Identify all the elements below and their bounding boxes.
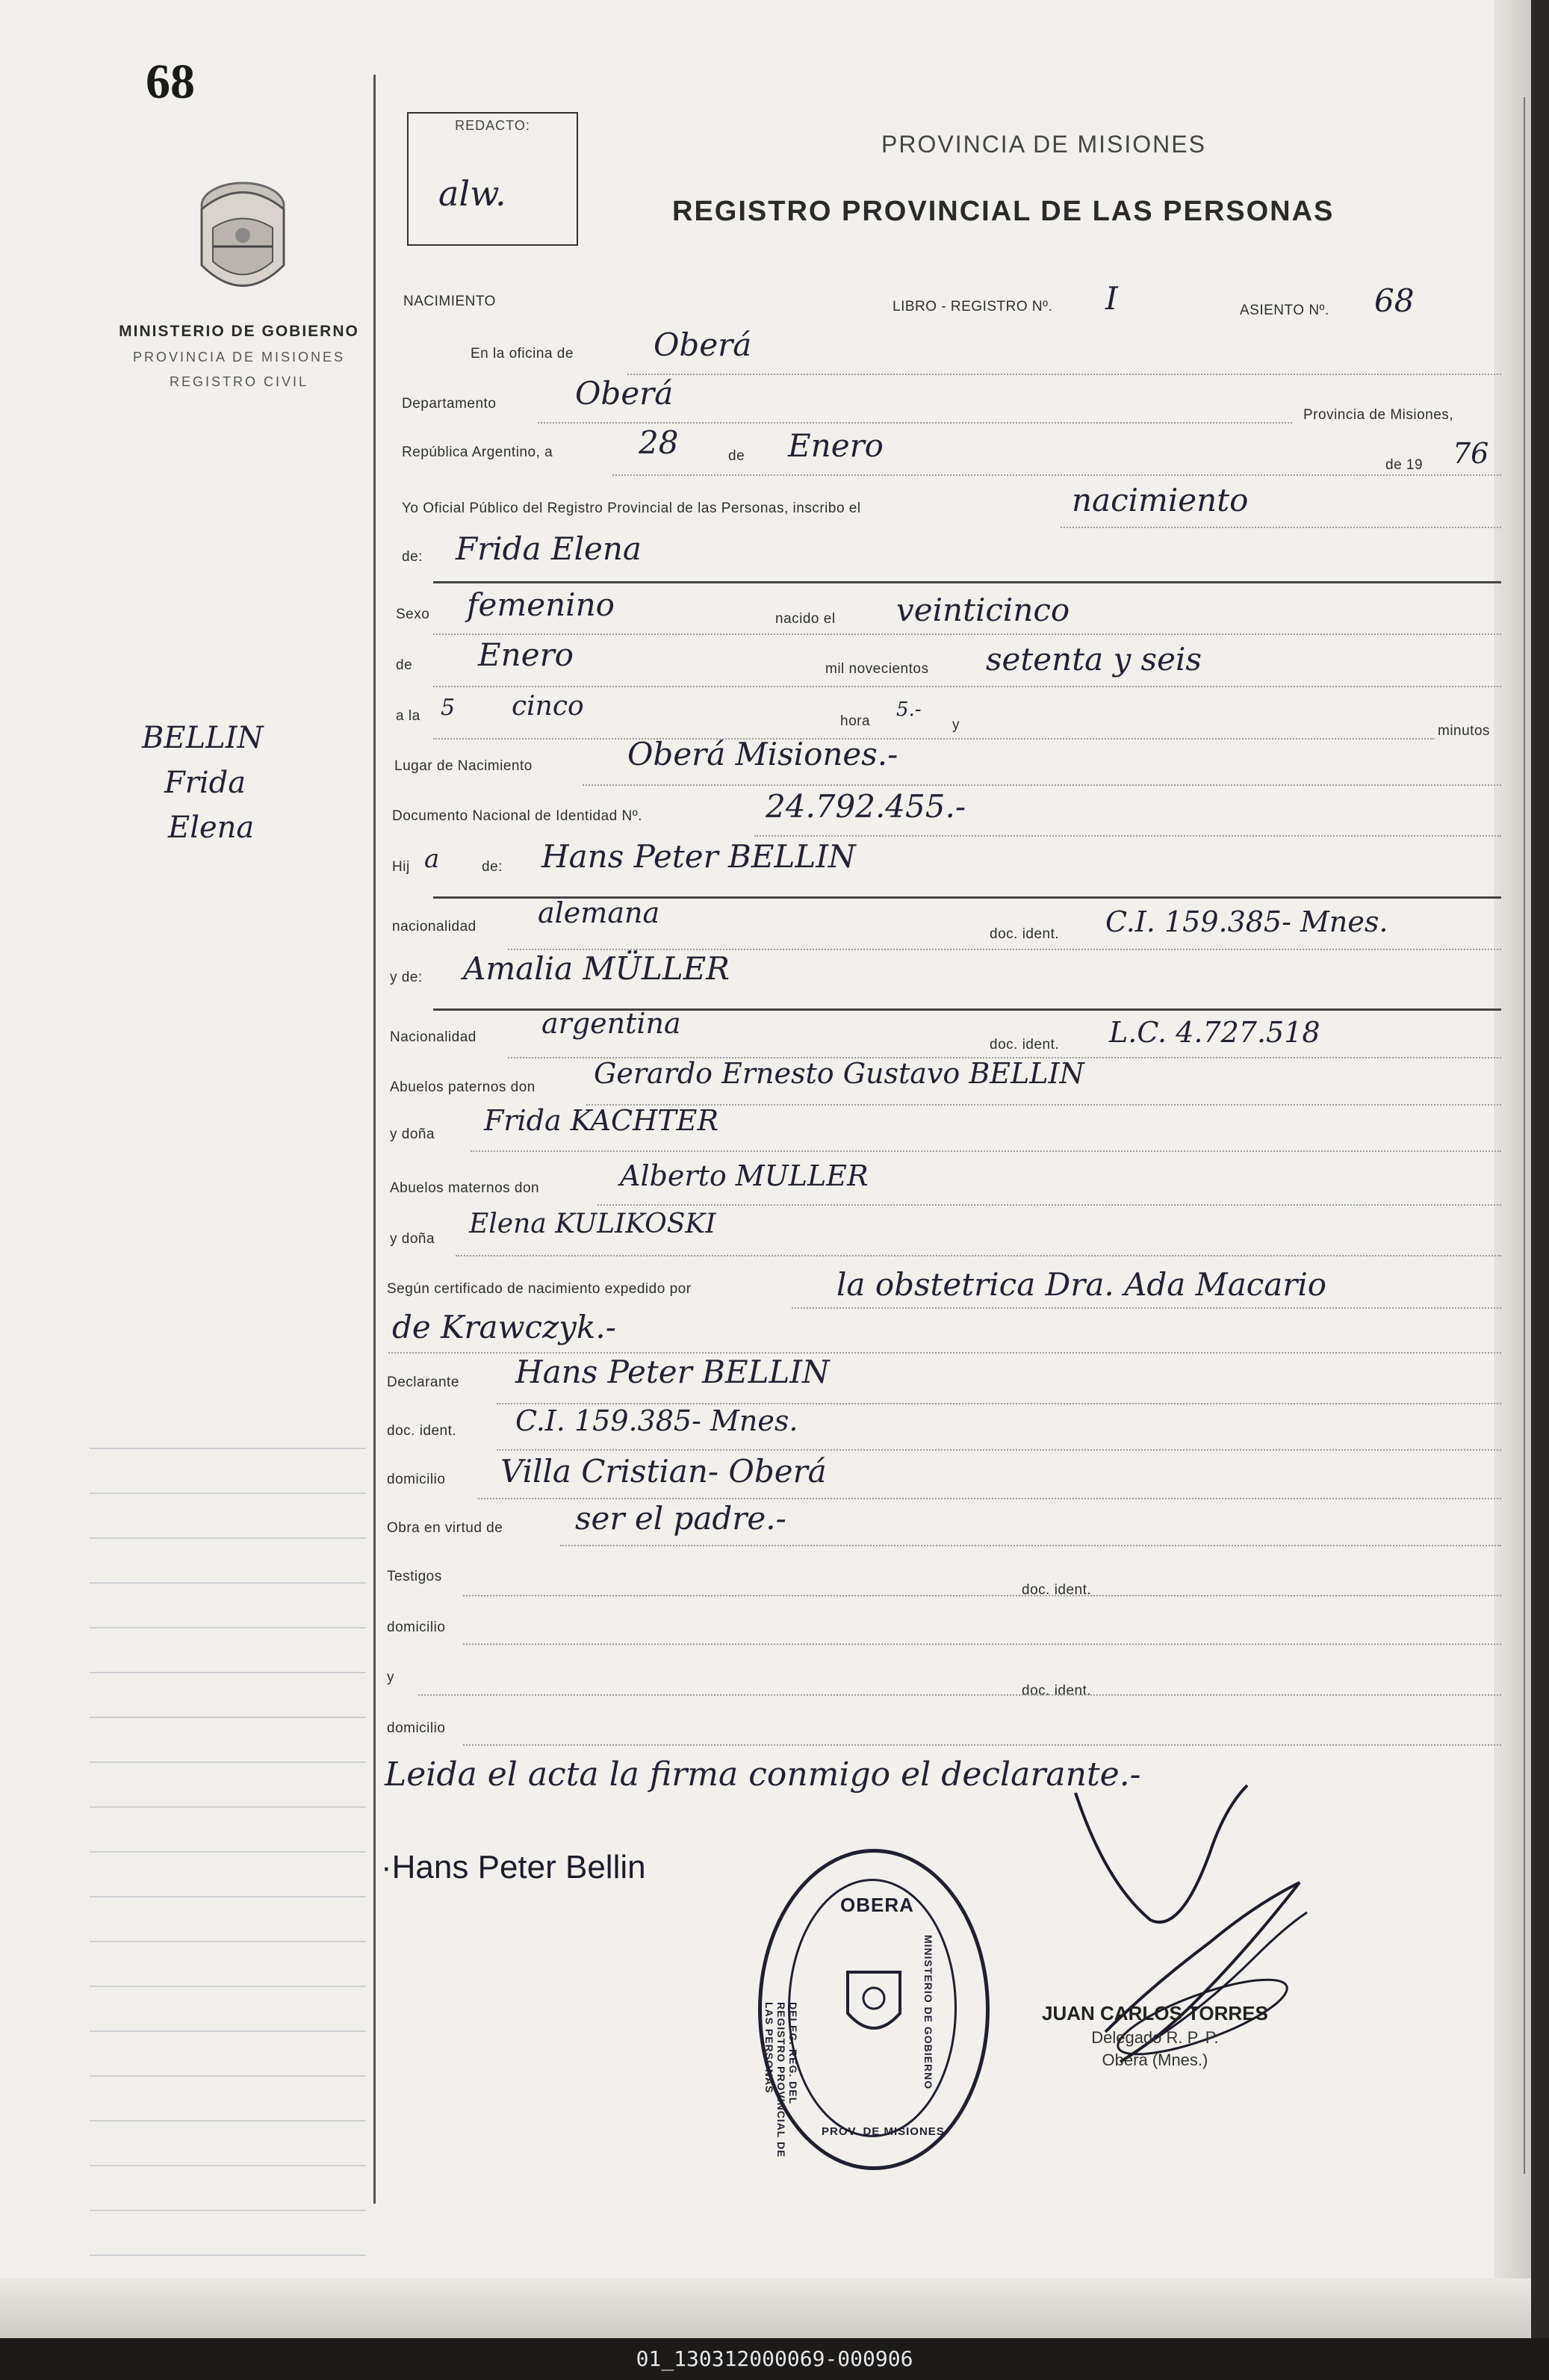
de-mes-label: de	[396, 657, 413, 673]
lugar-value: Oberá Misiones.-	[627, 736, 898, 772]
image-id-caption: 01_130312000069-000906	[0, 2338, 1549, 2380]
abuelo-paterno-value: Gerardo Ernesto Gustavo BELLIN	[594, 1057, 1084, 1090]
doc-testigo2-label: doc. ident.	[1022, 1683, 1092, 1699]
mes2-value: Enero	[478, 636, 574, 673]
leida-statement: Leida el acta la firma conmigo el declarante.-	[385, 1755, 1141, 1794]
nacionalidad-padre-label: nacionalidad	[392, 919, 477, 935]
abuela-materna-label: y doña	[390, 1231, 435, 1247]
margin-ruled-lines	[90, 1404, 366, 2263]
officer-name: JUAN CARLOS TORRES	[1042, 2002, 1268, 2024]
obra-label: Obra en virtud de	[387, 1520, 503, 1536]
sexo-value: femenino	[467, 586, 615, 623]
asiento-label: ASIENTO Nº.	[1240, 303, 1329, 318]
dotted-line	[754, 835, 1501, 837]
declarant-signature: ·Hans Peter Bellin	[381, 1849, 646, 1885]
domicilio-value: Villa Cristian- Oberá	[500, 1453, 827, 1490]
nombre-value: Frida Elena	[456, 530, 642, 567]
documento-label: Documento Nacional de Identidad Nº.	[392, 808, 642, 824]
dotted-line	[586, 1104, 1501, 1106]
nacionalidad-madre-value: argentina	[541, 1007, 681, 1040]
dotted-line	[560, 1545, 1501, 1546]
abuelos-maternos-label: Abuelos maternos don	[390, 1180, 540, 1196]
padre-de-label: de:	[482, 859, 503, 875]
a-la-label: a la	[396, 708, 420, 724]
doc-padre-label: doc. ident.	[990, 926, 1060, 942]
dotted-line	[612, 474, 1501, 476]
margin-second-name: Elena	[168, 811, 255, 845]
doc-testigo1-label: doc. ident.	[1022, 1582, 1092, 1598]
hij-label: Hij	[392, 859, 410, 875]
libro-value: I	[1105, 280, 1118, 317]
hora-value: 5.-	[896, 698, 922, 721]
officer-block	[1042, 2002, 1268, 2070]
sexo-label: Sexo	[396, 607, 430, 622]
a-la-value: 5	[441, 695, 456, 721]
doc-madre-label: doc. ident.	[990, 1037, 1060, 1053]
dotted-line	[478, 1498, 1501, 1499]
madre-de-label: y de:	[390, 970, 423, 985]
de-label: de	[728, 448, 745, 464]
ministerio-heading	[112, 323, 366, 390]
departamento-value: Oberá	[575, 375, 674, 412]
dotted-line	[627, 374, 1501, 375]
page-number: 68	[146, 55, 195, 109]
margin-divider	[373, 75, 376, 2204]
nacionalidad-padre-value: alemana	[538, 896, 660, 929]
a-la-letras-value: cinco	[512, 691, 584, 722]
provincia-label: PROVINCIA DE MISIONES	[132, 350, 346, 365]
solid-line	[433, 581, 1501, 583]
abuela-materna-value: Elena KULIKOSKI	[469, 1209, 716, 1239]
domicilio-label: domicilio	[387, 1472, 446, 1487]
dotted-line	[456, 1255, 1501, 1256]
doc-madre-value: L.C. 4.727.518	[1109, 1016, 1320, 1049]
abuelo-materno-value: Alberto MULLER	[620, 1159, 869, 1192]
seal-outer-text: DELEG. REG. DEL REGISTRO PROVINCIAL DE LAS PERSONAS	[763, 2002, 799, 2158]
dia-value: 28	[639, 424, 679, 461]
dotted-line	[463, 1643, 1501, 1645]
dni-value: 24.792.455.-	[766, 788, 966, 825]
segun-value-continued: de Krawczyk.-	[392, 1309, 616, 1345]
abuela-paterna-label: y doña	[390, 1127, 435, 1142]
anio-letras-value: setenta y seis	[986, 641, 1202, 678]
seal-prov: PROV. DE MISIONES	[822, 2125, 945, 2138]
abuelos-paternos-label: Abuelos paternos don	[390, 1079, 536, 1095]
left-margin	[0, 0, 373, 2278]
redacto-value: alw.	[438, 173, 506, 214]
anio-value: 76	[1453, 437, 1489, 470]
nacionalidad-madre-label: Nacionalidad	[390, 1029, 477, 1045]
doc-padre-value: C.I. 159.385- Mnes.	[1105, 905, 1388, 938]
margin-first-name: Frida	[164, 766, 246, 800]
oficina-value: Oberá	[654, 326, 752, 363]
seal-ministerio: MINISTERIO DE GOBIERNO	[922, 1935, 934, 2090]
provincia-misiones-label: Provincia de Misiones,	[1303, 407, 1454, 423]
dotted-line	[583, 784, 1501, 786]
minutos-label: minutos	[1438, 723, 1491, 739]
padre-value: Hans Peter BELLIN	[541, 838, 856, 875]
oficina-label: En la oficina de	[471, 346, 574, 362]
seal-shield-icon	[844, 1965, 904, 2047]
dotted-line	[418, 1694, 1501, 1696]
departamento-label: Departamento	[402, 396, 497, 412]
yo-oficial-label: Yo Oficial Público del Registro Provincial de las Personas, inscribo el	[402, 501, 861, 516]
segun-value: la obstetrica Dra. Ada Macario	[836, 1266, 1327, 1303]
segun-label: Según certificado de nacimiento expedido por	[387, 1281, 692, 1297]
y-testigo2-label: y	[387, 1670, 394, 1685]
declarante-value: Hans Peter BELLIN	[515, 1354, 830, 1390]
mil-label: mil novecientos	[825, 661, 929, 677]
dotted-line	[497, 1449, 1501, 1451]
obra-value: ser el padre.-	[575, 1500, 786, 1537]
page-bottom-edge	[0, 2278, 1531, 2338]
dotted-line	[433, 686, 1501, 687]
libro-label: LIBRO - REGISTRO Nº.	[893, 299, 1053, 314]
asiento-value: 68	[1374, 282, 1415, 319]
lugar-label: Lugar de Nacimiento	[394, 758, 533, 774]
mes-value: Enero	[788, 427, 884, 464]
ministerio-label: MINISTERIO DE GOBIERNO	[119, 323, 359, 340]
dotted-line	[538, 422, 1292, 424]
dotted-line	[463, 1595, 1501, 1596]
official-seal	[758, 1849, 990, 2170]
nacido-label: nacido el	[775, 611, 836, 627]
officer-title: Delegado R. P. P.	[1091, 2028, 1219, 2047]
republica-label: República Argentino, a	[402, 444, 553, 460]
hora-label: hora	[840, 713, 871, 729]
registro-civil-label: REGISTRO CIVIL	[169, 374, 309, 389]
redacto-label: REDACTO:	[455, 118, 530, 133]
dotted-line	[433, 633, 1501, 635]
inscribo-value: nacimiento	[1072, 482, 1249, 518]
coat-of-arms-icon	[187, 176, 299, 306]
domicilio-testigo2-label: domicilio	[387, 1720, 446, 1736]
redacto-box	[407, 112, 578, 246]
domicilio-testigo1-label: domicilio	[387, 1620, 446, 1635]
de-nombre-label: de:	[402, 549, 423, 565]
doc-declarante-value: C.I. 159.385- Mnes.	[515, 1404, 798, 1437]
page-edge	[1494, 0, 1531, 2331]
anio-label: de 19	[1385, 457, 1424, 473]
y-label: y	[952, 717, 960, 733]
doc-declarante-label: doc. ident.	[387, 1423, 457, 1439]
registry-heading: REGISTRO PROVINCIAL DE LAS PERSONAS	[672, 196, 1335, 227]
officer-place: Oberá (Mnes.)	[1102, 2051, 1208, 2069]
testigos-label: Testigos	[387, 1569, 442, 1584]
dotted-line	[792, 1307, 1501, 1309]
margin-surname: BELLIN	[142, 721, 264, 755]
dotted-line	[597, 1204, 1501, 1206]
nacimiento-label: NACIMIENTO	[403, 294, 496, 309]
dotted-line	[463, 1744, 1501, 1746]
province-heading: PROVINCIA DE MISIONES	[881, 131, 1206, 158]
dotted-line	[1061, 527, 1501, 528]
dotted-line	[471, 1150, 1501, 1152]
seal-city: OBERA	[840, 1894, 914, 1916]
right-border	[1524, 97, 1525, 2174]
nacido-value: veinticinco	[896, 592, 1070, 628]
hij-value: a	[424, 844, 440, 874]
declarante-label: Declarante	[387, 1375, 459, 1390]
madre-value: Amalia MÜLLER	[463, 950, 730, 987]
dotted-line	[433, 738, 1434, 740]
abuela-paterna-value: Frida KACHTER	[484, 1104, 718, 1137]
